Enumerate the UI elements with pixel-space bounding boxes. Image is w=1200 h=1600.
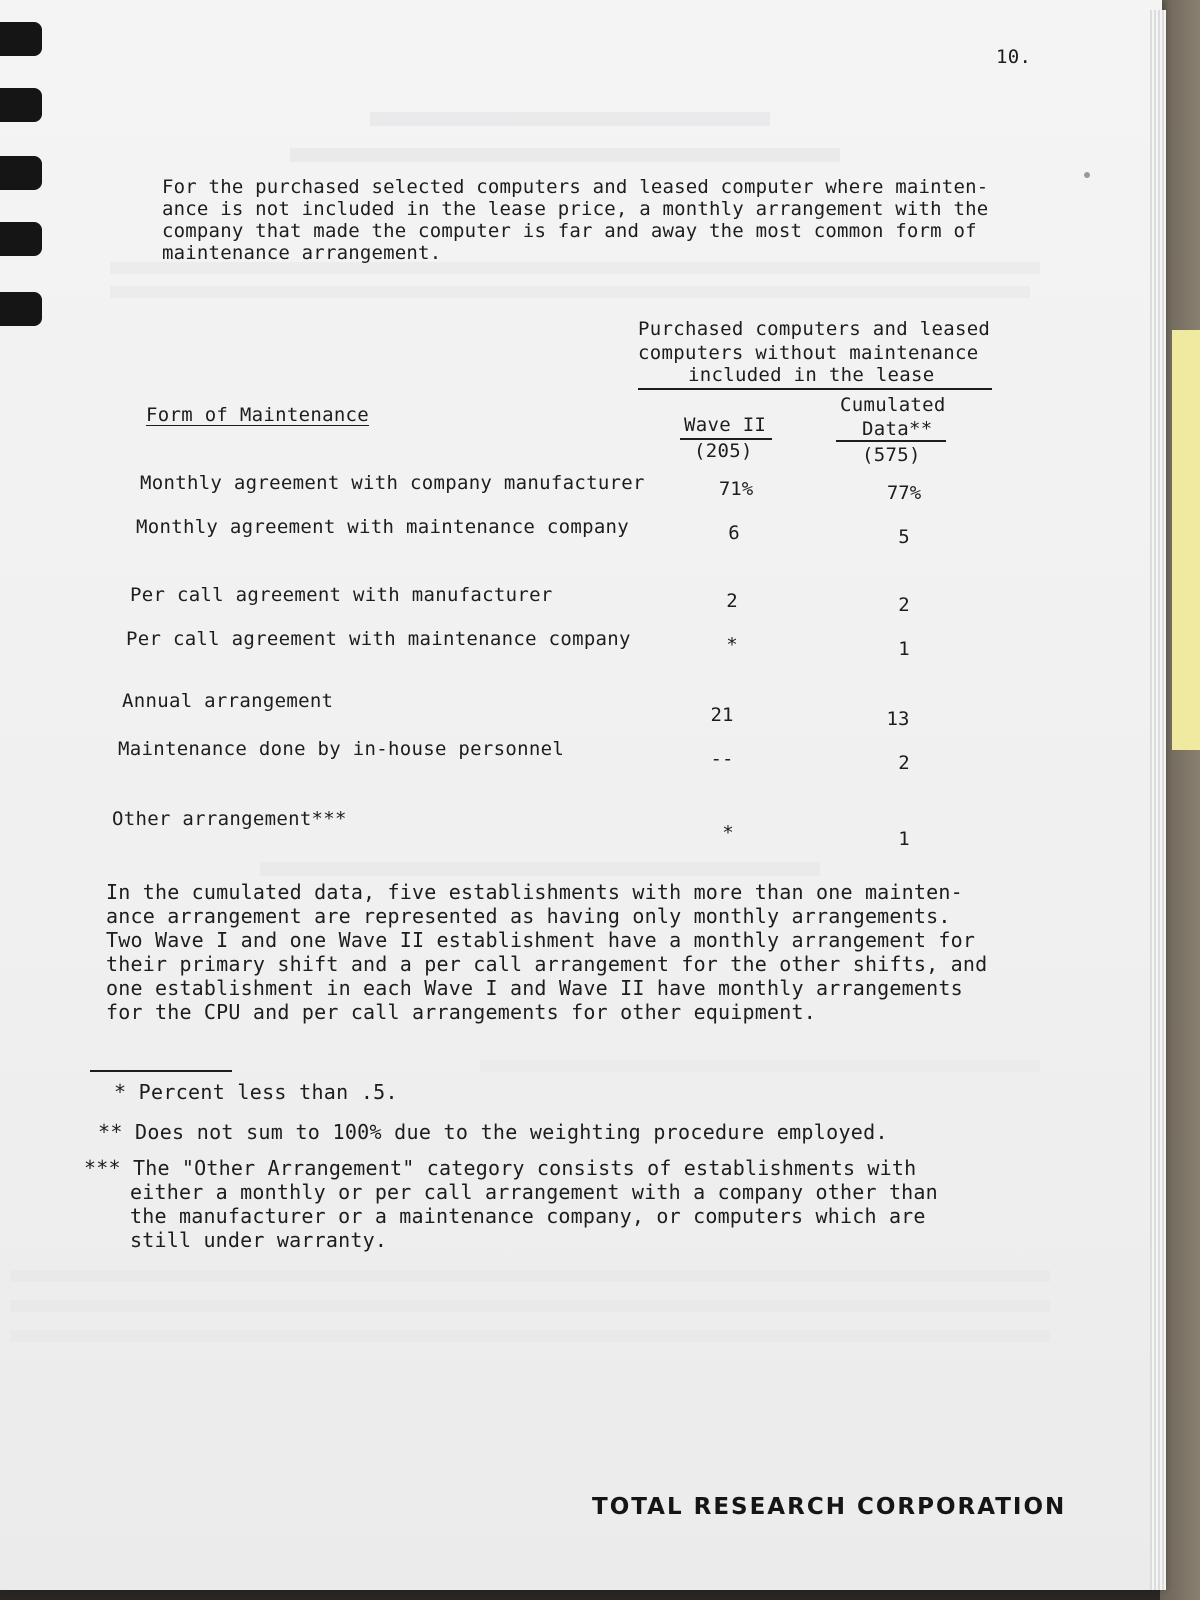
table-cell-wave2: * xyxy=(726,634,738,656)
table-cell-wave2: 21 xyxy=(710,704,734,726)
table-cell-wave2: 6 xyxy=(728,522,740,544)
footnote-3-line: either a monthly or per call arrangement with a company other than xyxy=(130,1180,938,1204)
binder-ring xyxy=(0,88,42,122)
table-row-label: Annual arrangement xyxy=(122,690,334,712)
binder-ring xyxy=(0,156,42,190)
table-cell-cumulated: 1 xyxy=(898,828,910,850)
table-cell-wave2: -- xyxy=(710,748,734,770)
note-paragraph xyxy=(106,880,987,1024)
bleed-through-text xyxy=(110,286,1030,298)
intro-line: For the purchased selected computers and leased computer where mainten- xyxy=(162,176,989,198)
bleed-through-text xyxy=(480,1060,1040,1072)
table-row-label: Monthly agreement with company manufacturer xyxy=(140,472,645,494)
table-row-label: Other arrangement*** xyxy=(112,808,347,830)
footnote-3 xyxy=(84,1156,938,1252)
footer-company-logo: TOTAL RESEARCH CORPORATION xyxy=(592,1494,1067,1520)
bleed-through-text xyxy=(10,1330,1050,1342)
page-stack-edge xyxy=(1150,10,1166,1590)
table-cell-wave2: 71% xyxy=(718,478,754,500)
table-cell-cumulated: 2 xyxy=(898,594,910,616)
bleed-through-text xyxy=(10,1300,1050,1312)
col2-base: (575) xyxy=(862,444,921,466)
intro-line: company that made the computer is far and away the most common form of xyxy=(162,220,977,242)
binder-ring xyxy=(0,222,42,256)
table-group-header: computers without maintenance xyxy=(638,342,979,364)
binder-ring xyxy=(0,292,42,326)
table-cell-wave2: * xyxy=(722,822,734,844)
bleed-through-text xyxy=(290,148,840,162)
footnote-2: ** Does not sum to 100% due to the weighting procedure employed. xyxy=(98,1120,888,1144)
group-header-rule xyxy=(638,388,992,390)
table-cell-cumulated: 1 xyxy=(898,638,910,660)
col2-header-rule xyxy=(836,440,946,442)
table-row-label: Per call agreement with manufacturer xyxy=(130,584,553,606)
sticky-note xyxy=(1172,330,1200,750)
footnote-3-line: still under warranty. xyxy=(130,1228,388,1252)
table-group-header: Purchased computers and leased xyxy=(638,318,991,340)
footnote-rule xyxy=(90,1070,232,1072)
bleed-through-text xyxy=(370,112,770,126)
page-number: 10. xyxy=(996,46,1032,68)
binder-ring xyxy=(0,22,42,56)
bleed-through-text xyxy=(10,1270,1050,1282)
paper-speck xyxy=(1084,172,1090,178)
footnote-1: * Percent less than .5. xyxy=(114,1080,398,1104)
intro-paragraph xyxy=(162,176,988,264)
intro-line: ance is not included in the lease price, a monthly arrangement with the xyxy=(162,198,989,220)
table-row-label: Monthly agreement with maintenance company xyxy=(136,516,630,538)
col1-header: Wave II xyxy=(684,414,767,436)
table-row-label: Per call agreement with maintenance company xyxy=(126,628,631,650)
table-group-header: included in the lease xyxy=(688,364,935,386)
footnote-3-line: *** The "Other Arrangement" category consists of establishments with xyxy=(84,1156,917,1180)
note-line: ance arrangement are represented as having only monthly arrangements. xyxy=(106,904,951,928)
footnote-3-line: the manufacturer or a maintenance company, or computers which are xyxy=(130,1204,926,1228)
table-cell-cumulated: 2 xyxy=(898,752,910,774)
col1-base: (205) xyxy=(694,440,753,462)
note-line: Two Wave I and one Wave II establishment have a monthly arrangement for xyxy=(106,928,976,952)
row-header: Form of Maintenance xyxy=(146,404,370,426)
note-line: one establishment in each Wave I and Wave II have monthly arrangements xyxy=(106,976,963,1000)
col2-header: Data** xyxy=(862,418,933,440)
intro-line: maintenance arrangement. xyxy=(162,242,442,264)
table-row-label: Maintenance done by in-house personnel xyxy=(118,738,565,760)
col2-header: Cumulated xyxy=(840,394,946,416)
table-cell-cumulated: 5 xyxy=(898,526,910,548)
bleed-through-text xyxy=(260,862,820,876)
table-cell-cumulated: 13 xyxy=(886,708,910,730)
note-line: for the CPU and per call arrangements for other equipment. xyxy=(106,1000,816,1024)
note-line: In the cumulated data, five establishments with more than one mainten- xyxy=(106,880,963,904)
desk-background xyxy=(1160,0,1200,1600)
table-cell-cumulated: 77% xyxy=(886,482,922,504)
table-cell-wave2: 2 xyxy=(726,590,738,612)
note-line: their primary shift and a per call arrangement for the other shifts, and xyxy=(106,952,988,976)
